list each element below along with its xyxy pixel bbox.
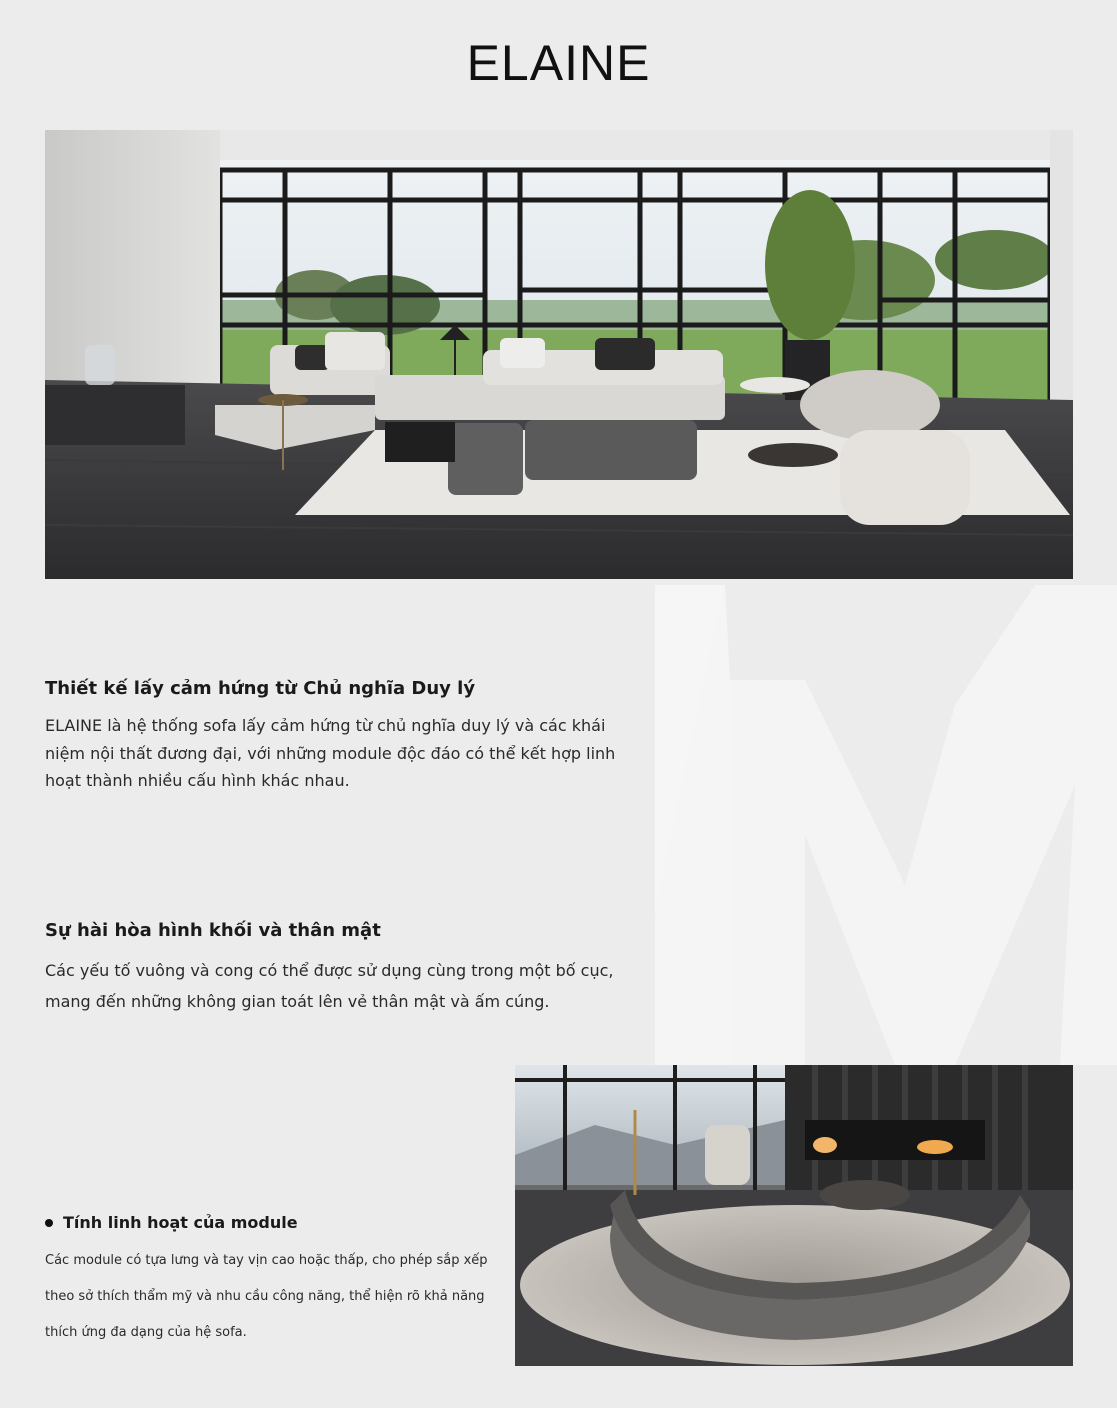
section-heading-harmony: Sự hài hòa hình khối và thân mật xyxy=(45,920,381,941)
secondary-image xyxy=(515,1065,1073,1366)
section-text-rationalism: ELAINE là hệ thống sofa lấy cảm hứng từ chủ nghĩa duy lý và các khái niệm nội thất đương đại, với những module độc đáo có thể kết hợp linh hoạt thành nhiều cấu hình khác nhau. xyxy=(45,716,616,790)
bullet-heading-modularity xyxy=(45,1213,298,1232)
bullet-heading-text: Tính linh hoạt của module xyxy=(63,1213,298,1232)
section-text-modularity: Các module có tựa lưng và tay vịn cao hoặc thấp, cho phép sắp xếp theo sở thích thẩm mỹ và nhu cầu công năng, thể hiện rõ khả năng thích ứng đa dạng của hệ sofa. xyxy=(45,1253,488,1340)
bullet-dot-icon xyxy=(45,1219,53,1227)
section-text-harmony: Các yếu tố vuông và cong có thể được sử dụng cùng trong một bố cục, mang đến những không gian toát lên vẻ thân mật và ấm cúng. xyxy=(45,961,614,1011)
brand-title: ELAINE xyxy=(466,35,651,91)
hero-image xyxy=(45,130,1073,579)
watermark-letter xyxy=(655,585,1117,1065)
section-heading-rationalism: Thiết kế lấy cảm hứng từ Chủ nghĩa Duy lý xyxy=(45,678,476,699)
